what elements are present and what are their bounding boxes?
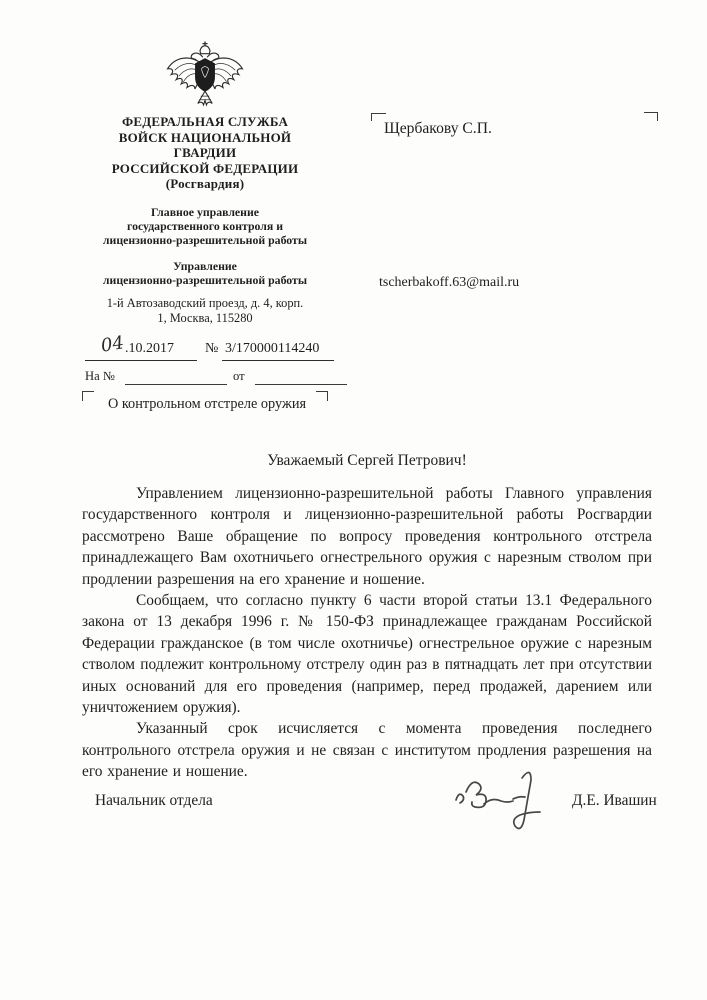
- address-line: 1, Москва, 115280: [157, 311, 253, 325]
- division-line: Управление: [173, 259, 237, 273]
- salutation: Уважаемый Сергей Петрович!: [267, 452, 467, 469]
- department-line: государственного контроля и: [127, 219, 283, 233]
- org-name-line: ВОЙСК НАЦИОНАЛЬНОЙ: [118, 129, 292, 145]
- signoff-position: Начальник отдела: [95, 792, 213, 809]
- address-line: 1-й Автозаводский проезд, д. 4, корп.: [106, 296, 304, 310]
- handwritten-signature-icon: [450, 766, 575, 841]
- division-block: [76, 259, 334, 287]
- addressee-name: Щербакову С.П.: [384, 120, 492, 137]
- document-number: 3/170000114240: [225, 341, 320, 356]
- body-paragraph: Указанный срок исчисляется с момента проведения последнего контрольного отстрела оружия и не связан с институтом продления разрешения на его хранение и ношение.: [82, 720, 652, 781]
- rosgvardia-eagle-icon: [160, 40, 250, 112]
- division-line: лицензионно-разрешительной работы: [102, 273, 308, 287]
- ref-from-underline: [255, 384, 347, 385]
- department-line: Главное управление: [151, 205, 259, 219]
- reference-line: [85, 367, 355, 387]
- number-underline: [222, 360, 334, 361]
- org-name-line: РОССИЙСКОЙ ФЕДЕРАЦИИ: [111, 160, 299, 176]
- body-paragraph: Сообщаем, что согласно пункту 6 части второй статьи 13.1 Федерального закона от 13 декабря 1996 г. № 150-ФЗ принадлежащее гражданам Российской Федерации гражданское (в том числе охотничье) огнестрельное оружие с нарезным стволом подлежит контрольному отстрелу один раз в пятнадцать лет при отсутствии иных оснований для его проведения (например, перед продажей, дарением или уничтожением оружия).: [82, 592, 652, 717]
- org-name-block: [76, 114, 334, 192]
- signer-name: Д.Е. Ивашин: [572, 792, 657, 809]
- subject-line: О контрольном отстреле оружия: [107, 396, 307, 412]
- date-value: .10.2017: [125, 341, 174, 356]
- org-name-line: ГВАРДИИ: [173, 145, 237, 161]
- addressee-email: tscherbakoff.63@mail.ru: [379, 275, 520, 290]
- postal-address: [76, 296, 334, 326]
- number-sign: №: [205, 341, 219, 356]
- department-line: лицензионно-разрешительной работы: [102, 233, 308, 247]
- org-name-line: ФЕДЕРАЛЬНАЯ СЛУЖБА: [121, 114, 289, 129]
- date-underline: [85, 360, 197, 361]
- corner-mark-icon: [644, 112, 658, 121]
- org-name-line: (Росгвардия): [165, 176, 245, 192]
- department-block: [76, 205, 334, 247]
- body-paragraph: Управлением лицензионно-разрешительной работы Главного управления государственного контроля и лицензионно-разрешительной работы Росгвардии рассмотрено Ваше обращение по вопросу проведения контрольного отстрела принадлежащего Вам охотничьего огнестрельного оружия с нарезным стволом при продлении разрешения на его хранение и ношение.: [82, 485, 652, 588]
- ref-from-label: от: [233, 369, 245, 383]
- ref-number-label: На №: [85, 369, 115, 383]
- ref-number-underline: [125, 384, 227, 385]
- letter-body: [82, 483, 652, 783]
- handwritten-date: 04: [99, 332, 126, 357]
- date-number-line: [85, 332, 355, 362]
